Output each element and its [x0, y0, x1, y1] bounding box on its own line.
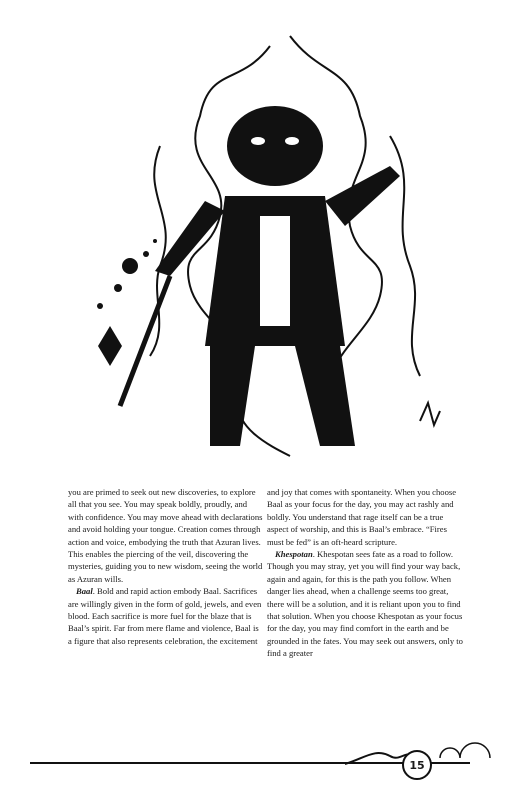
- paragraph: Khespotan. Khespotan sees fate as a road to follow. Though you may stray, yet you will find your way back, again and again, for this is the path you follow. When danger lies ahead, when a challenge seems too great, there will be a solution, and it is reliant upon you to find that solution. When you choose Khespotan as your focus for the day, you may find comfort in the earth and be grounded in the fates. You may seek out answers, only to find a greater: [267, 549, 463, 659]
- deity-name: Baal: [76, 586, 93, 597]
- paragraph: you are primed to seek out new discoveries, to explore all that you see. You may speak boldly, proudly, and with confidence. You may move ahead with declarations and avoid holding your tongue. Creation comes through action and voice, embodying the truth that Azuran lives. This enables the piercing of the veil, discovering the mysteries, guiding you to new wisdom, seeing the world as Azuran wills.: [68, 487, 263, 584]
- text-column-right: [267, 486, 463, 660]
- deity-name: Khespotan: [275, 549, 313, 560]
- text-column-left: [68, 486, 264, 647]
- paragraph: and joy that comes with spontaneity. When you choose Baal as your focus for the day, you may act rashly and boldly. You understand that rage itself can be a true aspect of worship, and this is Baal’s embrace. “Fires must be fed” is an oft-heard scripture.: [267, 487, 457, 547]
- page-number: 15: [402, 750, 432, 780]
- baal-illustration: [60, 26, 480, 466]
- paragraph: Baal. Bold and rapid action embody Baal. Sacrifices are willingly given in the form of gold, jewels, and even blood. Each sacrifice is more fuel for the blaze that is Baal’s spirit. Far from mere flame and violence, Baal is a figure that also represents celebration, the excitement: [68, 586, 262, 646]
